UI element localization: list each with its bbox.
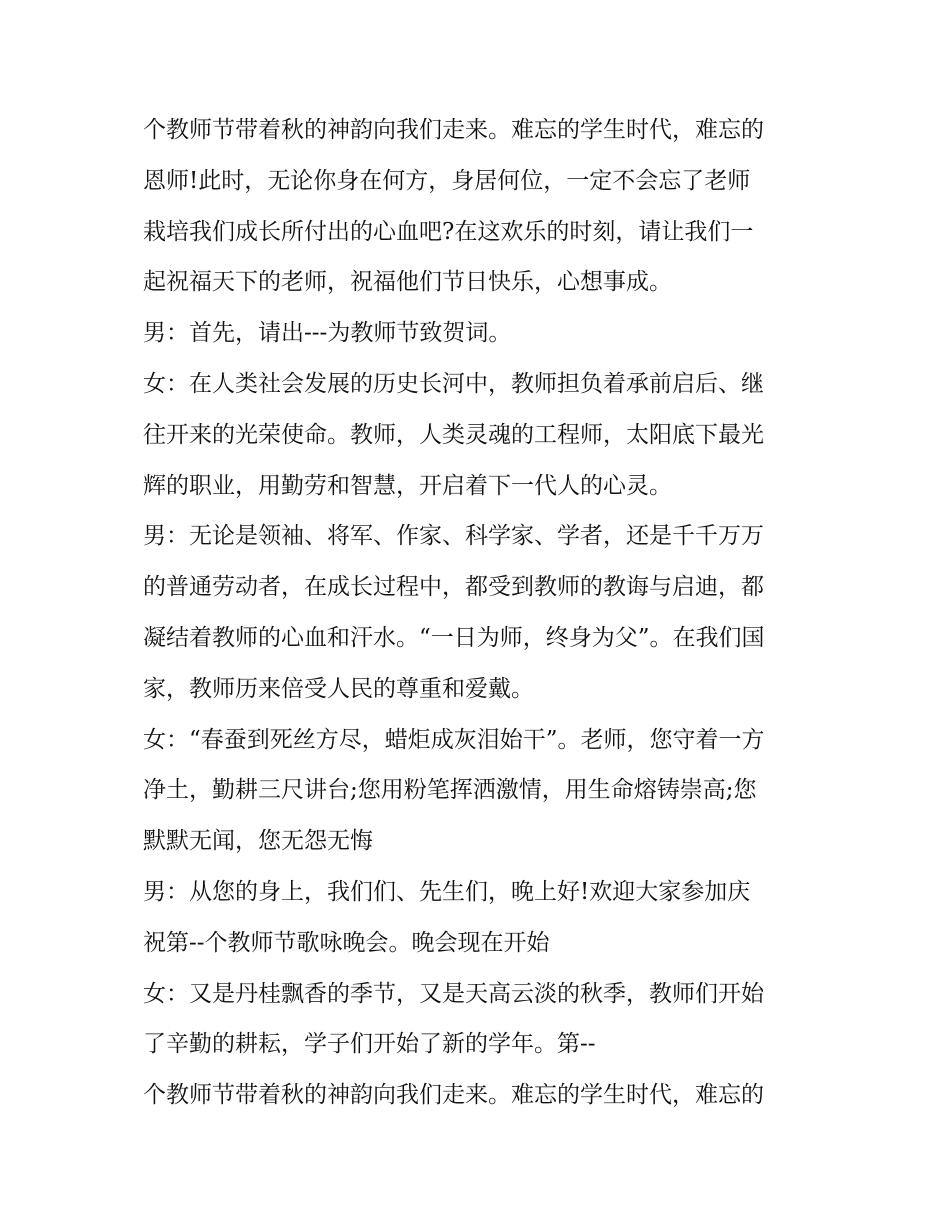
text-line: 辉的职业，用勤劳和智慧，开启着下一代人的心灵。 bbox=[143, 472, 672, 499]
text-line: 个教师节带着秋的神韵向我们走来。难忘的学生时代，难忘的 bbox=[143, 1082, 764, 1109]
text-line: 的普通劳动者，在成长过程中，都受到教师的教诲与启迪，都 bbox=[143, 574, 764, 601]
text-line: 往开来的光荣使命。教师，人类灵魂的工程师，太阳底下最光 bbox=[143, 421, 764, 448]
text-line: 个教师节带着秋的神韵向我们走来。难忘的学生时代，难忘的 bbox=[143, 117, 764, 143]
text-line: 默默无闻，您无怨无悔 bbox=[143, 828, 373, 855]
text-line: 了辛勤的耕耘，学子们开始了新的学年。第-- bbox=[143, 1031, 596, 1058]
text-line: 家，教师历来倍受人民的尊重和爱戴。 bbox=[143, 675, 534, 702]
text-line: 女：“春蚕到死丝方尽，蜡炬成灰泪始干”。老师，您守着一方 bbox=[143, 726, 765, 753]
text-line: 凝结着教师的心血和汗水。“一日为师，终身为父”。在我们国 bbox=[143, 624, 765, 651]
text-line: 女：在人类社会发展的历史长河中，教师担负着承前启后、继 bbox=[143, 370, 764, 397]
text-line: 男：无论是领袖、将军、作家、科学家、学者，还是千千万万 bbox=[143, 523, 764, 550]
text-line: 净土，勤耕三尺讲台;您用粉笔挥洒激情，用生命熔铸崇高;您 bbox=[143, 777, 757, 804]
text-line: 女：又是丹桂飘香的季节，又是天高云淡的秋季，教师们开始 bbox=[143, 980, 764, 1007]
document-body bbox=[143, 105, 815, 1121]
text-line: 男：从您的身上，我们们、先生们，晚上好!欢迎大家参加庆 bbox=[143, 878, 751, 905]
text-line: 栽培我们成长所付出的心血吧?在这欢乐的时刻，请让我们一 bbox=[143, 218, 754, 245]
text-line: 祝第--个教师节歌咏晚会。晚会现在开始 bbox=[143, 929, 550, 956]
text-line: 男：首先，请出---为教师节致贺词。 bbox=[143, 320, 512, 347]
text-line: 起祝福天下的老师，祝福他们节日快乐，心想事成。 bbox=[143, 269, 672, 296]
text-line: 恩师!此时，无论你身在何方，身居何位，一定不会忘了老师 bbox=[143, 167, 751, 194]
